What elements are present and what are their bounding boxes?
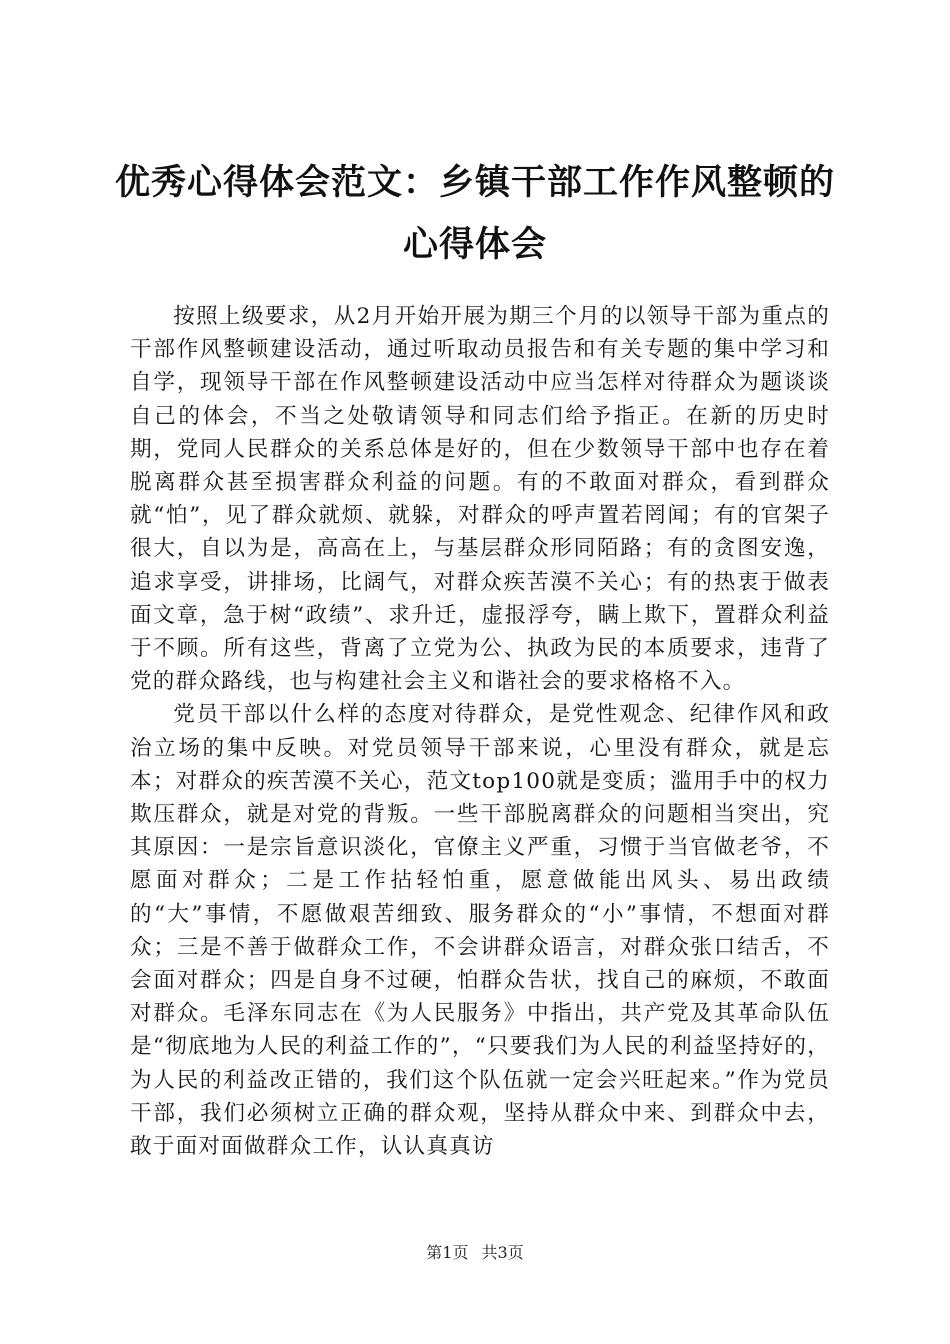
body-paragraph-1: 按照上级要求，从2月开始开展为期三个月的以领导干部为重点的干部作风整顿建设活动，通过听取动员报告和有关专题的集中学习和自学，现领导干部在作风整顿建设活动中应当怎样对待群众为题谈谈自己的体会，不当之处敬请领导和同志们给予指正。在新的历史时期，党同人民群众的关系总体是好的，但在少数领导干部中也存在着脱离群众甚至损害群众利益的问题。有的不敢面对群众，看到群众就“怕”，见了群众就烦、就躲，对群众的呼声置若罔闻；有的官架子很大，自以为是，高高在上，与基层群众形同陌路；有的贪图安逸，追求享受，讲排场，比阔气，对群众疾苦漠不关心；有的热衷于做表面文章，急于树“政绩”、求升迁，虚报浮夸，瞒上欺下，置群众利益于不顾。所有这些，背离了立党为公、执政为民的本质要求，违背了党的群众路线，也与构建社会主义和谐社会的要求格格不入。 [130,304,830,695]
page-number-total: 共3页 [481,1243,524,1262]
body-paragraph-2: 党员干部以什么样的态度对待群众，是党性观念、纪律作风和政治立场的集中反映。对党员领导干部来说，心里没有群众，就是忘本；对群众的疾苦漠不关心，范文top100就是变质；滥用手中的权力欺压群众，就是对党的背叛。一些干部脱离群众的问题相当突出，究其原因：一是宗旨意识淡化，官僚主义严重，习惯于当官做老爷，不愿面对群众；二是工作拈轻怕重，愿意做能出风头、易出政绩的“大”事情，不愿做艰苦细致、服务群众的“小”事情，不想面对群众；三是不善于做群众工作，不会讲群众语言，对群众张口结舌，不会面对群众；四是自身不过硬，怕群众告状，找自己的麻烦，不敢面对群众。毛泽东同志在《为人民服务》中指出，共产党及其革命队伍是“彻底地为人民的利益工作的”，“只要我们为人民的利益坚持好的，为人民的利益改正错的，我们这个队伍就一定会兴旺起来。”作为党员干部，我们必须树立正确的群众观，坚持从群众中来、到群众中去，敢于面对面做群众工作，认认真真访 [130,702,830,1160]
title-line-1: 优秀心得体会范文：乡镇干部工作作风整顿的 [114,163,835,203]
document-title [110,158,840,270]
page-footer [0,1242,950,1264]
title-line-2: 心得体会 [402,225,547,265]
document-body [130,300,830,1163]
page-number-current: 第1页 [426,1243,469,1262]
